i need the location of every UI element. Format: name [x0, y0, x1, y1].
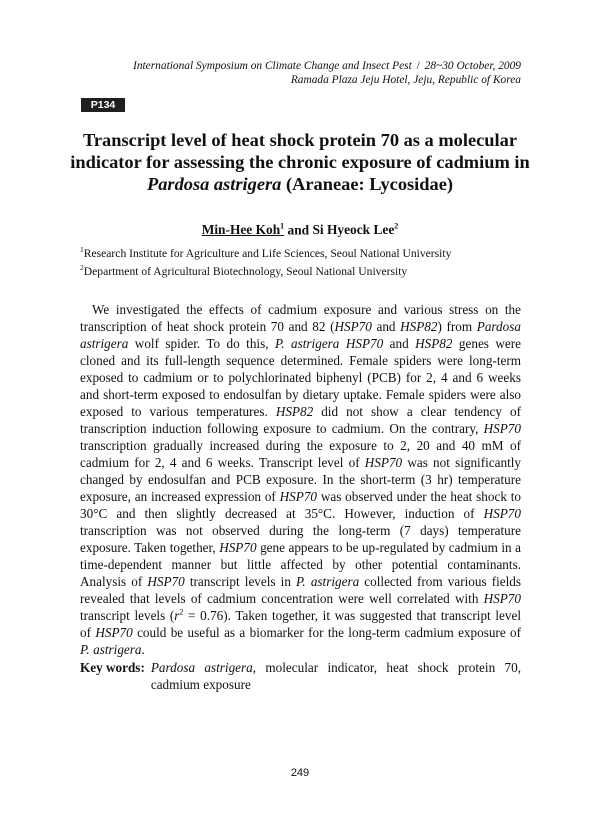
- gene-name: HSP70: [219, 540, 257, 555]
- author-1-name: Min-Hee Koh: [201, 222, 281, 238]
- title-taxon: (Araneae: Lycosidae): [281, 174, 453, 194]
- abstract-text: .: [141, 642, 145, 657]
- gene-name: HSP70: [483, 506, 521, 521]
- abstract-text: wolf spider. To do this,: [128, 336, 275, 351]
- keywords-list: [151, 659, 521, 693]
- abstract-text: transcription was not observed during the long-term (7 days) temperature exposure. Taken together,: [80, 523, 521, 555]
- gene-name: HSP70: [483, 421, 521, 436]
- abstract-text: = 0.76). Taken together, it was suggested that transcript level of: [80, 608, 521, 640]
- abstract-text: was observed under the heat shock to 30°C and then slightly decreased at 35°C. However, induction of: [80, 489, 522, 521]
- abstract-text: was not significantly changed by endosulfan and PCB exposure. In the short-term (3 hr) temperature exposure, an increased expression of: [80, 455, 521, 504]
- title-species: Pardosa astrigera: [147, 174, 282, 194]
- correlation-exponent: 2: [179, 607, 184, 617]
- affiliation-1-text: Research Institute for Agriculture and Life Sciences, Seoul National University: [83, 246, 452, 260]
- abstract-text: could be useful as a biomarker for the long-term cadmium exposure of: [132, 625, 522, 640]
- gene-name: HSP70: [147, 574, 185, 589]
- poster-id-badge: P134: [81, 98, 125, 112]
- header-separator: /: [416, 60, 420, 72]
- species-name: P. astrigera: [80, 642, 142, 657]
- correlation-symbol: r: [174, 608, 180, 623]
- author-2-affiliation-mark: 2: [394, 222, 399, 231]
- keyword-species: Pardosa astrigera: [150, 660, 253, 675]
- affiliations: [80, 243, 520, 280]
- keywords: [80, 659, 521, 693]
- header-line-1: [101, 60, 521, 74]
- author-1-affiliation-mark: 1: [280, 222, 285, 231]
- affiliation-2-text: Department of Agricultural Biotechnology, Seoul National University: [83, 265, 408, 279]
- abstract-text: We investigated the effects of cadmium exposure and various stress on the transcription of heat shock protein 70 and 82 (: [80, 302, 521, 334]
- keyword-terms: , molecular indicator, heat shock protein 70, cadmium exposure: [150, 660, 521, 692]
- author-1: [202, 222, 284, 237]
- title-text: Transcript level of heat shock protein 70 as a molecular indicator for assessing the chronic exposure of cadmium in: [70, 130, 530, 172]
- header-symposium-name: International Symposium on Climate Change and Insect Pest: [133, 60, 412, 72]
- species-gene-name: P. astrigera HSP70: [274, 336, 384, 351]
- gene-name: HSP82: [275, 404, 314, 419]
- abstract-text: transcript levels (: [80, 608, 175, 623]
- gene-name: HSP82: [415, 336, 453, 351]
- abstract-text: collected from various fields revealed that levels of cadmium concentration were well correlated with: [80, 574, 521, 606]
- author-line: [80, 219, 520, 238]
- affiliation-1: [80, 243, 520, 261]
- paper-title: [70, 129, 530, 195]
- author-conjunction: and: [284, 222, 313, 238]
- species-name: Pardosa astrigera: [80, 319, 521, 351]
- abstract-text: and: [371, 319, 401, 334]
- affiliation-1-mark: 1: [80, 245, 84, 254]
- keywords-label: Key words:: [80, 660, 145, 675]
- abstract-text: and: [383, 336, 416, 351]
- species-name: P. astrigera: [296, 574, 360, 589]
- abstract-text: gene appears to be up-regulated by cadmium in a time-dependent manner but little affected by other potential contaminants. Analysis of: [80, 540, 521, 589]
- abstract-text: did not show a clear tendency of transcription induction following exposure to cadmium. On the contrary,: [80, 404, 521, 436]
- gene-name: HSP70: [364, 455, 403, 470]
- author-2: [312, 222, 398, 237]
- header-dates: 28~30 October, 2009: [424, 60, 521, 72]
- gene-name: HSP70: [334, 319, 372, 334]
- gene-name: HSP70: [95, 625, 133, 640]
- abstract-text: transcription gradually increased during the exposure to 2, 20 and 40 mM of cadmium for 2, 4 and 6 weeks. Transcript level of: [80, 438, 521, 470]
- gene-name: HSP70: [483, 591, 521, 606]
- gene-name: HSP82: [400, 319, 438, 334]
- abstract-body: [80, 301, 521, 658]
- page-number: 249: [290, 767, 310, 779]
- header-line-2: Ramada Plaza Jeju Hotel, Jeju, Republic of Korea: [290, 73, 521, 86]
- abstract-text: ) from: [437, 319, 477, 334]
- author-2-name: Si Hyeock Lee: [312, 222, 395, 238]
- abstract-text: genes were cloned and its full-length sequence determined. Female spiders were long-term exposed to cadmium or to polychlorinated biphenyl (PCB) for 2, 4 and 6 weeks and short-term exposed to endosulfan by dietary uptake. Female spiders were also exposed to various temperatures.: [80, 336, 521, 419]
- gene-name: HSP70: [279, 489, 318, 504]
- affiliation-2: [80, 261, 520, 279]
- affiliation-2-mark: 2: [80, 263, 84, 273]
- conference-header: [101, 60, 521, 87]
- abstract-text: transcript levels in: [184, 574, 297, 589]
